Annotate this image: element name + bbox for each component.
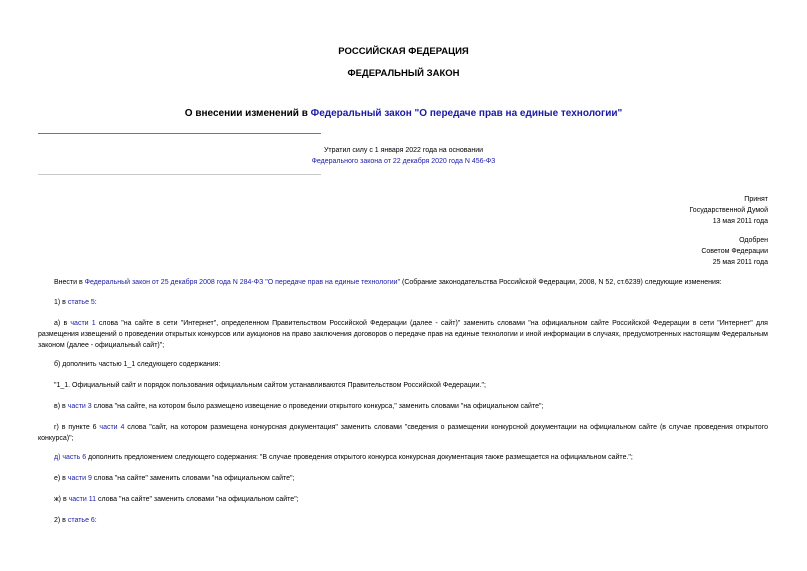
item-e: е) в части 9 слова "на сайте" заменить словами "на официальном сайте";	[54, 475, 295, 482]
adopted-block	[689, 194, 768, 227]
item-d: д) часть 6 дополнить предложением следующего содержания: "В случае проведения открытого конкурса конкурсная документация также размещается на официальном сайте.";	[54, 454, 633, 461]
item-v: в) в части 3 слова "на сайте, на котором было размещено извещение о проведении открытого конкурса," заменить словами "на официальном сайте";	[54, 403, 544, 410]
approved-date: 25 мая 2011 года	[712, 259, 768, 266]
divider-bottom	[38, 174, 321, 175]
approved-label: Одобрен	[739, 237, 768, 244]
part-4-link[interactable]: части 4	[99, 424, 125, 431]
country-heading: РОССИЙСКАЯ ФЕДЕРАЦИЯ	[338, 46, 469, 57]
item-1: 1) в статье 5:	[54, 299, 97, 306]
part-9-link[interactable]: части 9	[67, 475, 92, 482]
item-g: г) в пункте 6 части 4 слова "сайт, на котором размещена конкурсная документация" заменить словами "сведения о размещении конкурсной документации на официальном сайте (в случае проведения открытого конкурса)";	[38, 424, 768, 442]
adopted-date: 13 мая 2011 года	[712, 218, 768, 225]
adopted-label: Принят	[744, 196, 768, 203]
approved-body: Советом Федерации	[701, 248, 768, 255]
part-1-link[interactable]: части 1	[70, 320, 96, 327]
doc-type-heading: ФЕДЕРАЛЬНЫЙ ЗАКОН	[347, 68, 460, 79]
repeal-law-link[interactable]: Федерального закона от 22 декабря 2020 года N 456-ФЗ	[311, 158, 496, 165]
document-title	[0, 108, 807, 119]
approved-block	[701, 235, 768, 268]
repeal-notice: Утратил силу с 1 января 2022 года на основании	[323, 147, 484, 154]
part-11-link[interactable]: части 11	[68, 496, 96, 503]
divider-top	[38, 133, 321, 134]
item-a: а) в части 1 слова "на сайте в сети "Интернет", определенном Правительством Российской Федерации (далее - сайт)" заменить словами "на официальном сайте Российской Федерации в сети "Интернет" для размещения извещений о проведении открытых конкурсов или аукционов на право заключения договоров о передаче прав на единые технологии и иной информации в случаях, предусмотренных настоящим Федеральным законом (далее - официальный сайт)";	[38, 320, 768, 349]
intro-paragraph: Внести в Федеральный закон от 25 декабря 2008 года N 284-ФЗ "О передаче прав на единые технологии" (Собрание законодательства Российской Федерации, 2008, N 52, ст.6239) следующие изменения:	[54, 279, 722, 286]
adopted-body: Государственной Думой	[689, 207, 768, 214]
title-law-link[interactable]: Федеральный закон "О передаче прав на единые технологии"	[310, 108, 623, 119]
quote-1-1: "1_1. Официальный сайт и порядок пользования официальным сайтом устанавливаются Правительством Российской Федерации.";	[54, 382, 486, 389]
part-6-link[interactable]: д) часть 6	[54, 454, 87, 461]
item-2: 2) в статье 6:	[54, 517, 97, 524]
article-6-link[interactable]: статье 6	[67, 517, 95, 524]
part-3-link[interactable]: части 3	[67, 403, 92, 410]
title-prefix: О внесении изменений в	[184, 108, 311, 119]
item-zh: ж) в части 11 слова "на сайте" заменить словами "на официальном сайте";	[54, 496, 299, 503]
amended-law-link[interactable]: Федеральный закон от 25 декабря 2008 года N 284-ФЗ "О передаче прав на единые технологии"	[84, 279, 401, 286]
item-b: б) дополнить частью 1_1 следующего содержания:	[54, 361, 221, 368]
article-5-link[interactable]: статье 5	[67, 299, 95, 306]
